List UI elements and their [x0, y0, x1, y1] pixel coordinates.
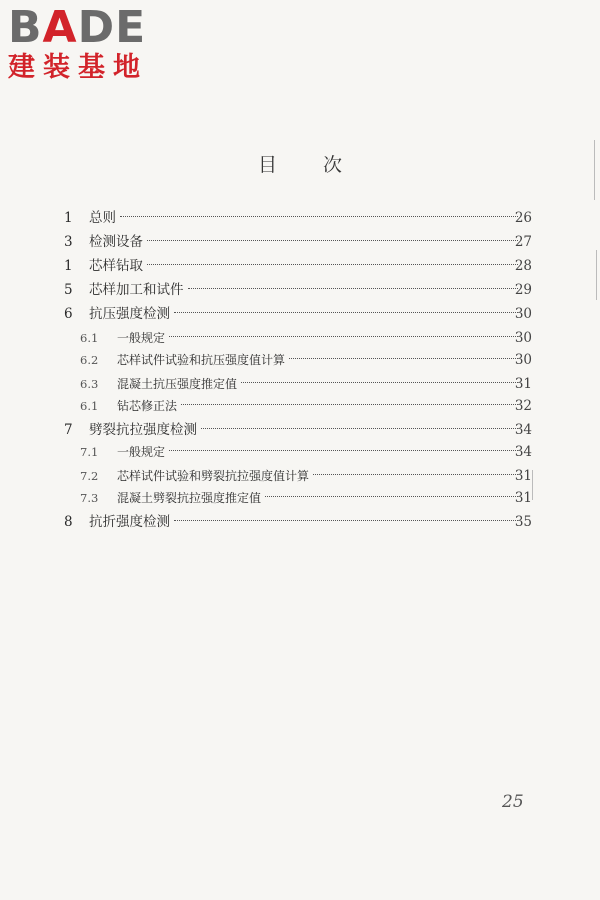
toc-entry: [0, 512, 600, 532]
toc-entry: [0, 350, 600, 370]
scan-edge-mark: [594, 140, 595, 200]
toc-entry: [0, 420, 600, 440]
toc-entry-page: 31: [514, 490, 532, 506]
toc-entry-number: 5: [64, 282, 73, 298]
toc-entry-label: 一般规定: [117, 331, 166, 345]
toc-entry: [0, 328, 600, 348]
toc-entry-line: [117, 350, 518, 370]
page-title: 目次: [257, 154, 388, 176]
toc-entry: [0, 488, 600, 508]
toc-entry-number: 6: [64, 306, 73, 322]
toc-entry-page: 34: [514, 444, 532, 460]
page-number: 25: [502, 792, 524, 812]
toc-dot-leader: [201, 428, 518, 429]
toc-entry-number: 6.1: [80, 331, 99, 345]
toc-entry: [0, 374, 600, 394]
toc-entry-number: 6.3: [80, 377, 99, 391]
toc-entry-page: 26: [514, 210, 532, 226]
toc-entry-page: 28: [514, 258, 532, 274]
toc-entry-label: 芯样钻取: [89, 258, 143, 274]
toc-entry-number: 6.2: [80, 353, 99, 367]
toc-dot-leader: [147, 240, 518, 241]
toc-entry-line: [89, 208, 518, 228]
logo-wordmark: BADE: [8, 2, 147, 53]
toc-entry-page: 29: [514, 282, 532, 298]
toc-dot-leader: [289, 358, 518, 359]
toc-entry: [0, 442, 600, 462]
toc-dot-leader: [188, 288, 519, 289]
toc-entry-page: 30: [514, 330, 532, 346]
toc-entry-line: [89, 232, 518, 252]
toc-entry-page: 35: [514, 514, 532, 530]
toc-dot-leader: [174, 520, 518, 521]
toc-dot-leader: [120, 216, 518, 217]
toc-entry-line: [117, 328, 518, 348]
toc-entry-line: [117, 466, 518, 486]
toc-dot-leader: [147, 264, 518, 265]
toc-entry-number: 1: [64, 258, 73, 274]
toc-entry: [0, 396, 600, 416]
toc-entry-line: [89, 280, 518, 300]
toc-entry-line: [117, 488, 518, 508]
toc-entry-line: [117, 442, 518, 462]
scan-edge-mark: [532, 470, 533, 500]
toc-dot-leader: [169, 336, 518, 337]
toc-entry-page: 31: [514, 468, 532, 484]
toc-entry-number: 7.3: [80, 491, 99, 505]
toc-entry-line: [89, 256, 518, 276]
toc-entry-number: 6.1: [80, 399, 99, 413]
toc-entry-line: [89, 304, 518, 324]
logo-subtitle: 建装基地: [8, 52, 148, 83]
toc-entry-label: 混凝土劈裂抗拉强度推定值: [117, 491, 262, 505]
toc-entry: [0, 256, 600, 276]
toc-entry-line: [89, 512, 518, 532]
toc-entry-number: 3: [64, 234, 73, 250]
toc-entry-label: 劈裂抗拉强度检测: [89, 422, 197, 438]
toc-entry-label: 芯样试件试验和劈裂抗拉强度值计算: [117, 469, 310, 483]
toc-entry: [0, 304, 600, 324]
toc-dot-leader: [174, 312, 518, 313]
toc-entry: [0, 232, 600, 252]
toc-entry-label: 芯样加工和试件: [89, 282, 184, 298]
toc-dot-leader: [181, 404, 518, 405]
toc-entry-label: 钻芯修正法: [117, 399, 178, 413]
toc-entry-label: 一般规定: [117, 445, 166, 459]
toc-entry: [0, 466, 600, 486]
toc-entry-number: 1: [64, 210, 73, 226]
toc-entry-number: 8: [64, 514, 73, 530]
toc-entry-page: 30: [514, 352, 532, 368]
toc-entry-page: 32: [514, 398, 532, 414]
toc-entry-page: 30: [514, 306, 532, 322]
toc-entry-label: 总则: [89, 210, 116, 226]
toc-entry-label: 混凝土抗压强度推定值: [117, 377, 238, 391]
toc-entry-line: [89, 420, 518, 440]
toc-entry-number: 7.2: [80, 469, 99, 483]
toc-entry-page: 34: [514, 422, 532, 438]
toc-entry-label: 芯样试件试验和抗压强度值计算: [117, 353, 286, 367]
toc-entry-page: 31: [514, 376, 532, 392]
toc-entry: [0, 280, 600, 300]
bade-logo: [8, 4, 148, 84]
toc-dot-leader: [265, 496, 518, 497]
toc-entry-line: [117, 374, 518, 394]
toc-dot-leader: [241, 382, 518, 383]
toc-entry-label: 检测设备: [89, 234, 143, 250]
toc-dot-leader: [313, 474, 518, 475]
toc-dot-leader: [169, 450, 518, 451]
toc-entry-number: 7: [64, 422, 73, 438]
toc-entry-line: [117, 396, 518, 416]
toc-entry-label: 抗折强度检测: [89, 514, 170, 530]
toc-entry-page: 27: [514, 234, 532, 250]
toc-entry-number: 7.1: [80, 445, 99, 459]
toc-entry: [0, 208, 600, 228]
toc-entry-label: 抗压强度检测: [89, 306, 170, 322]
scan-edge-mark: [596, 250, 597, 300]
